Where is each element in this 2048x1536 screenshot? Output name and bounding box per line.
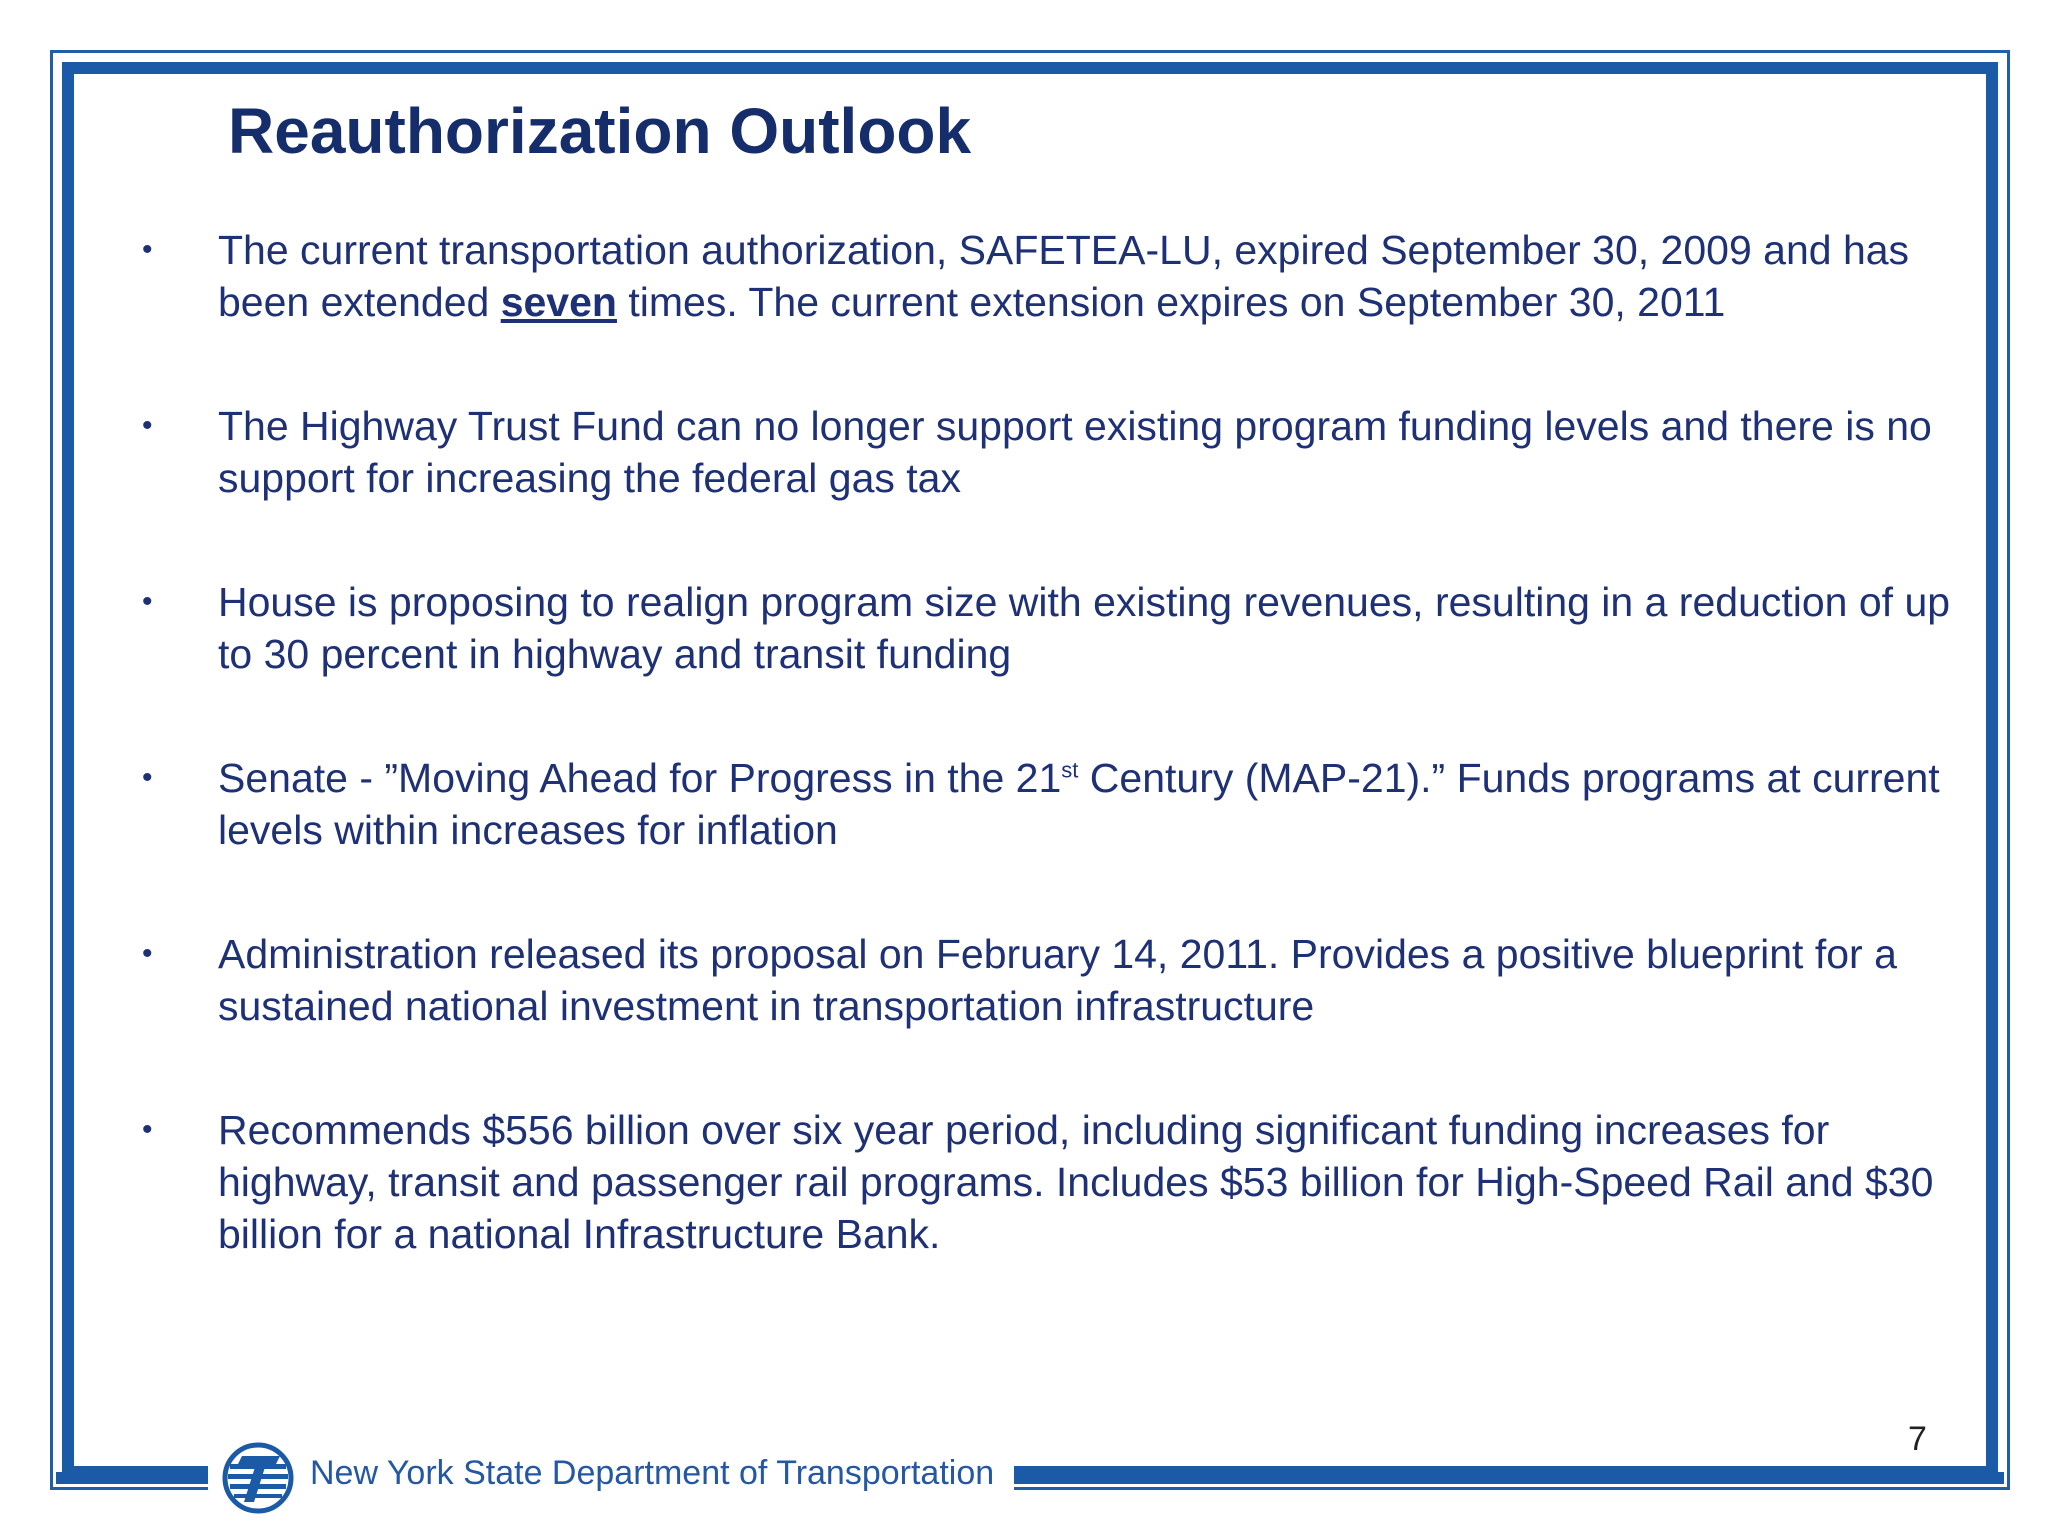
bullet-item-administration [140, 928, 1970, 1032]
agency-name: New York State Department of Transportation [310, 1454, 995, 1492]
bullet-dot-icon: • [142, 233, 153, 266]
bullet-item-authorization [140, 224, 1970, 328]
bullet-emphasis: seven [500, 279, 617, 325]
nysdot-logo-icon [222, 1442, 294, 1514]
bullet-text: Century (MAP-21).” Funds programs at current levels within increases for inflation [218, 755, 1940, 853]
bullet-dot-icon: • [142, 409, 153, 442]
bullet-text: The Highway Trust Fund can no longer support existing program funding levels and there is no support for increasing the federal gas tax [218, 403, 1932, 501]
bullet-list [140, 224, 1970, 1332]
bullet-text: Senate - ”Moving Ahead for Progress in the 21 [218, 755, 1062, 801]
bullet-text: The current transportation authorization, SAFETEA-LU, expired September 30, 2009 and has been extended [218, 227, 1910, 325]
bullet-dot-icon: • [142, 937, 153, 970]
bullet-item-trust-fund [140, 400, 1970, 504]
page-number: 7 [1908, 1420, 1927, 1458]
slide-title: Reauthorization Outlook [228, 95, 972, 167]
bullet-text: House is proposing to realign program size with existing revenues, resulting in a reduction of up to 30 percent in highway and transit funding [218, 579, 1951, 677]
bullet-dot-icon: • [142, 761, 153, 794]
bullet-dot-icon: • [142, 1113, 153, 1146]
bullet-item-senate [140, 752, 1970, 856]
bullet-item-house [140, 576, 1970, 680]
footer-bar-right [1014, 1472, 2004, 1484]
bullet-text: times. The current extension expires on September 30, 2011 [616, 279, 1726, 325]
footer-bar-left [56, 1472, 208, 1484]
bullet-item-recommends [140, 1104, 1970, 1260]
bullet-text: Recommends $556 billion over six year period, including significant funding increases for highway, transit and passenger rail programs. Includes $53 billion for High-Speed Rail and $30 billion for a national Infrastructure Bank. [218, 1107, 1934, 1257]
bullet-superscript: st [1061, 757, 1079, 783]
bullet-dot-icon: • [142, 585, 153, 618]
bullet-text: Administration released its proposal on February 14, 2011. Provides a positive blueprint for a sustained national investment in transportation infrastructure [218, 931, 1897, 1029]
